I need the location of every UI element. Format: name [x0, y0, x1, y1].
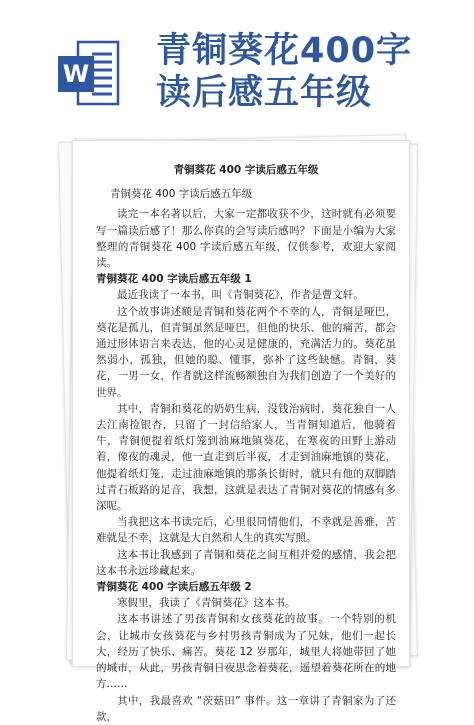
- word-document-icon: [58, 40, 120, 106]
- paragraph: 读完一本名著以后，大家一定都收获不少，这时就有必须要写一篇读后感了！那么你真的会写读后感吗？下面是小编为大家整理的青铜葵花 400 字读后感五年级，仅供参考，欢迎大家阅读。: [96, 208, 396, 270]
- section-heading: 青铜葵花 400 字读后感五年级 2: [96, 581, 252, 594]
- section-heading: 青铜葵花 400 字读后感五年级 1: [96, 273, 252, 286]
- paragraph: 这个故事讲述额是青铜和葵花两个不幸的人，青铜是哑巴，葵花是孤儿，但青铜虽然是哑巴，但他的快乐、他的痛苦，都会通过形体语言来表达，他的心灵是健康的，充满活力的。葵花虽然弱小，孤独，但她的聪、懂事，弥补了这些缺憾。青铜，葵花，一男一女，作者就这样流畅额独自为我们创造了一个美好的世界。: [96, 305, 396, 399]
- banner-title: [156, 30, 456, 114]
- svg-text:W: W: [62, 60, 90, 88]
- document-title: 青铜葵花 400 字读后感五年级: [173, 164, 319, 176]
- paragraph: 其中，我最喜欢 “茨菇田” 事件。这一章讲了青铜家为了还款，: [96, 694, 396, 723]
- paragraph: 这本书讲述了男孩青铜和女孩葵花的故事。一个特别的机会，让城市女孩葵花与乡村男孩青铜成为了兄妹，他们一起长大，经历了快乐、痛苦。葵花 12 岁那年，城里人将她带回了她的城市，从此，男孩青铜日夜思念着葵花，遥望着葵花所在的地方……: [96, 613, 396, 691]
- paragraph: 最近我读了一本书，叫《青铜葵花》，作者是曹文轩。: [117, 289, 364, 302]
- banner-title-line2: 读后感五年级: [156, 73, 373, 113]
- paragraph: 这本书让我感到了青铜和葵花之间互相并爱的感情，我会把这本书永远珍藏起来。: [96, 548, 396, 577]
- paragraph: 当我把这本书读完后，心里很同情他们，不幸就是善雅，苦难就是不幸，这就是大自然和人生的真实写照。: [96, 516, 396, 545]
- banner: [0, 0, 474, 150]
- banner-title-line1: 青铜葵花400字: [156, 31, 413, 71]
- paragraph: 其中，青铜和葵花的奶奶生病，没钱治病时，葵花独自一人去江南捡银杏，只留了一封信给家人，当青铜知道后，他骑着牛，青铜便提着纸灯笼到油麻地镇葵花，在寒夜的田野上游动着，像夜的魂灵，他一直走到后半夜，才走到油麻地镇的葵花，他提着纸灯笼，走过油麻地镇的那条长街时，就只有他的双脚踏过青石板路的足音，我想，这就是表达了青铜对葵花的情感有多深呢。: [96, 402, 396, 513]
- paragraph: 寒假里，我读了《青铜葵花》这本书。: [117, 597, 296, 610]
- document-body: [96, 162, 396, 725]
- document-subtitle: 青铜葵花 400 字读后感五年级: [110, 188, 253, 201]
